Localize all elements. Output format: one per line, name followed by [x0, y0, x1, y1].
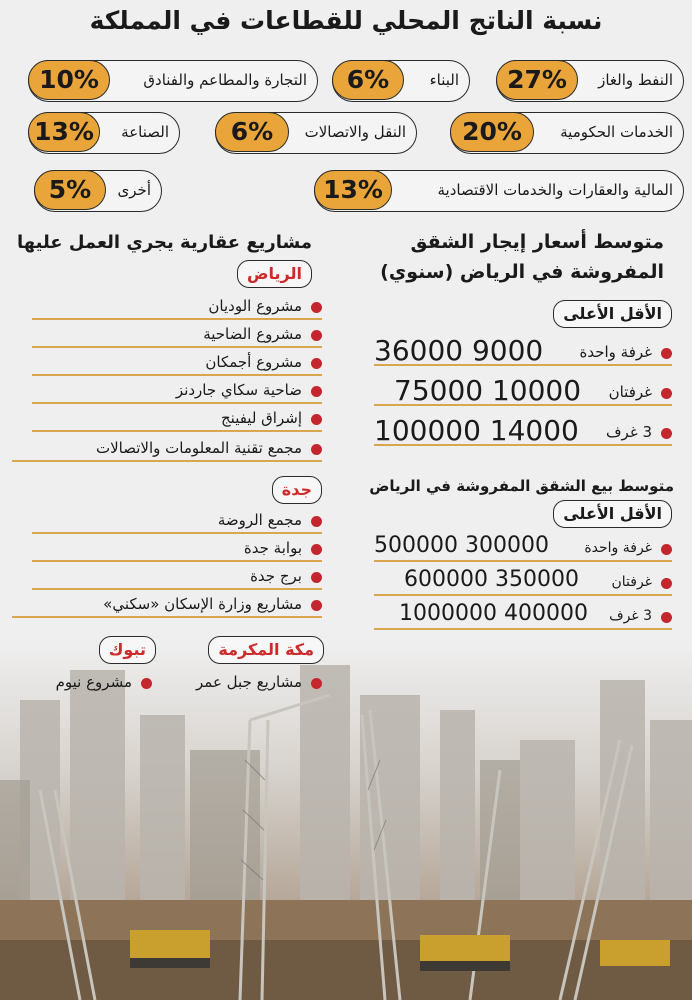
gdp-percent: 13%	[314, 170, 392, 210]
project-label: مشروع أجمكان	[205, 353, 302, 371]
bullet-icon	[661, 388, 672, 399]
gdp-trade	[28, 60, 318, 102]
bullet-icon	[311, 302, 322, 313]
bullet-icon	[311, 516, 322, 527]
rent-heading-line2: المفروشة في الرياض (سنوي)	[380, 261, 664, 283]
gdp-other	[34, 170, 162, 212]
rent-max: 100000	[374, 414, 481, 447]
gdp-percent: 27%	[496, 60, 578, 100]
project-item	[32, 378, 322, 404]
page-title: نسبة الناتج المحلي للقطاعات في المملكة	[89, 6, 603, 35]
gdp-label: الخدمات الحكومية	[560, 123, 673, 141]
bullet-icon	[311, 386, 322, 397]
project-label: مشروع الضاحية	[203, 325, 302, 343]
city-jeddah: جدة	[272, 476, 322, 504]
gdp-label: النفط والغاز	[598, 71, 673, 89]
rent-max: 75000	[394, 374, 484, 407]
rent-row	[374, 374, 672, 407]
bullet-icon	[311, 572, 322, 583]
rent-row	[374, 334, 672, 367]
bullet-icon	[661, 348, 672, 359]
project-item	[32, 508, 322, 534]
rent-row-values	[394, 374, 581, 407]
gdp-percent: 6%	[215, 112, 289, 152]
project-item	[12, 436, 322, 462]
project-item	[12, 592, 322, 618]
sale-minmax-chip: الأقل الأعلى	[553, 500, 672, 528]
bullet-icon	[661, 612, 672, 623]
rent-minmax-chip: الأقل الأعلى	[553, 300, 672, 328]
gdp-construction	[332, 60, 470, 102]
gdp-percent: 6%	[332, 60, 404, 100]
city-makkah: مكة المكرمة	[208, 636, 324, 664]
gdp-label: الصناعة	[121, 123, 169, 141]
sale-row-label: 3 غرف	[609, 608, 652, 624]
project-label: ضاحية سكاي جاردنز	[175, 381, 302, 399]
sale-row	[374, 567, 672, 596]
sale-min: 350000	[494, 567, 579, 592]
sale-row	[374, 601, 672, 630]
bullet-icon	[661, 428, 672, 439]
sale-row-values	[374, 533, 549, 558]
rent-max: 36000	[374, 334, 464, 367]
rent-min: 14000	[489, 414, 579, 447]
project-item	[32, 536, 322, 562]
gdp-government	[450, 112, 684, 154]
gdp-percent: 10%	[28, 60, 110, 100]
rent-row-values	[374, 414, 579, 447]
sale-max: 1000000	[399, 601, 497, 626]
gdp-label: أخرى	[117, 181, 151, 199]
gdp-label: المالية والعقارات والخدمات الاقتصادية	[437, 181, 673, 199]
rent-row-values	[374, 334, 543, 367]
bullet-icon	[141, 678, 152, 689]
project-label: مشروع نيوم	[55, 673, 132, 691]
sale-row-values	[399, 601, 588, 626]
project-label: إشراق ليفينج	[220, 409, 302, 427]
rent-min: 9000	[471, 334, 544, 367]
rent-row-label: غرفة واحدة	[579, 343, 652, 361]
gdp-label: النقل والاتصالات	[304, 123, 406, 141]
sale-max: 600000	[404, 567, 488, 592]
bullet-icon	[311, 358, 322, 369]
rent-row-label: 3 غرف	[606, 423, 652, 441]
project-label: بوابة جدة	[243, 539, 302, 557]
bullet-icon	[311, 544, 322, 555]
bullet-icon	[311, 600, 322, 611]
project-item	[32, 322, 322, 348]
sale-row-values	[404, 567, 579, 592]
sale-row-label: غرفة واحدة	[584, 540, 652, 556]
project-item	[32, 406, 322, 432]
gdp-label: التجارة والمطاعم والفنادق	[143, 71, 307, 89]
rent-row	[374, 414, 672, 447]
sale-heading: متوسط بيع الشقق المفروشة في الرياض	[369, 477, 674, 495]
bullet-icon	[661, 578, 672, 589]
rent-min: 10000	[491, 374, 582, 407]
project-label: برج جدة	[250, 567, 302, 585]
gdp-percent: 20%	[450, 112, 534, 152]
sale-min: 400000	[503, 601, 588, 626]
project-item	[32, 294, 322, 320]
gdp-industry	[28, 112, 180, 154]
project-item	[32, 564, 322, 590]
bullet-icon	[311, 414, 322, 425]
gdp-transport	[215, 112, 417, 154]
project-item	[12, 670, 152, 696]
rent-heading-line1: متوسط أسعار إيجار الشقق	[410, 231, 664, 253]
city-tabuk: تبوك	[99, 636, 156, 664]
gdp-percent: 5%	[34, 170, 106, 210]
city-riyadh: الرياض	[237, 260, 312, 288]
project-label: مجمع تقنية المعلومات والاتصالات	[95, 439, 302, 457]
sale-max: 500000	[374, 533, 458, 558]
project-label: مجمع الروضة	[217, 511, 302, 529]
gdp-label: البناء	[429, 71, 459, 89]
gdp-finance	[314, 170, 684, 212]
project-label: مشاريع وزارة الإسكان «سكني»	[103, 595, 302, 613]
projects-heading: مشاريع عقارية يجري العمل عليها	[16, 232, 312, 253]
project-label: مشروع الوديان	[208, 297, 302, 315]
bullet-icon	[311, 330, 322, 341]
rent-row-label: غرفتان	[608, 383, 652, 401]
bullet-icon	[311, 678, 322, 689]
gdp-percent: 13%	[28, 112, 100, 152]
sale-row	[374, 533, 672, 562]
project-label: مشاريع جبل عمر	[196, 673, 302, 691]
project-item	[162, 670, 322, 696]
gdp-oil-gas	[496, 60, 684, 102]
bullet-icon	[311, 444, 322, 455]
project-item	[32, 350, 322, 376]
sale-min: 300000	[464, 533, 549, 558]
bullet-icon	[661, 544, 672, 555]
sale-row-label: غرفتان	[611, 574, 652, 590]
